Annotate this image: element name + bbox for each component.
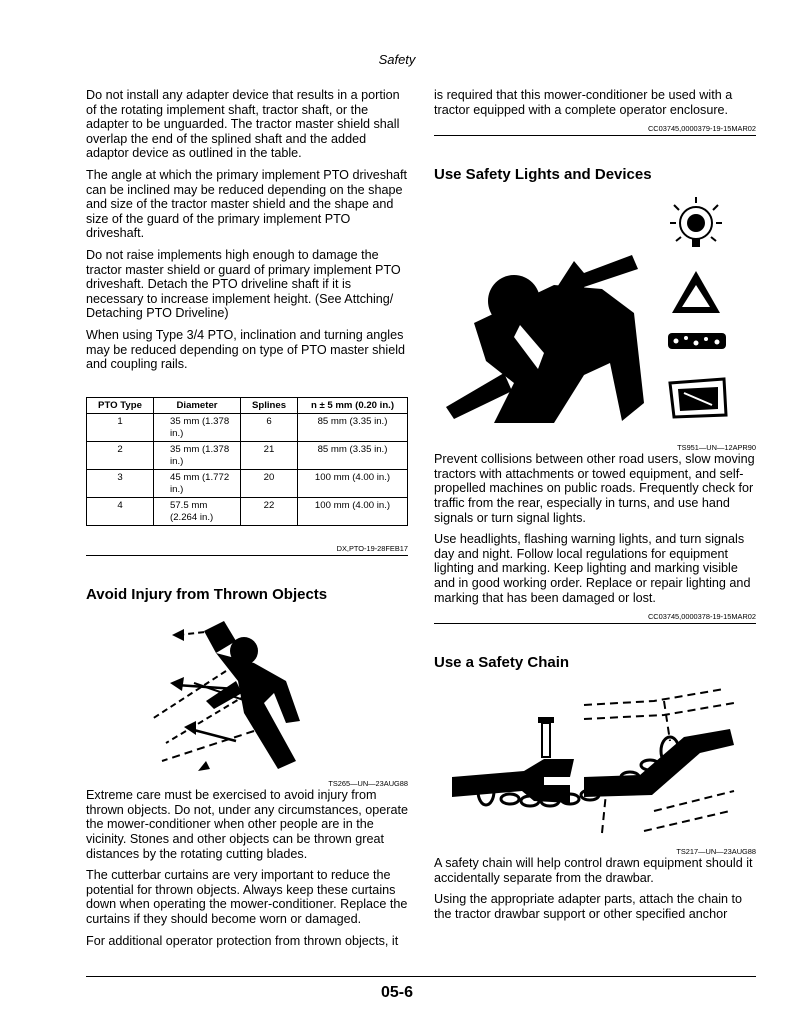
body-paragraph: For additional operator protection from thrown objects, it	[86, 933, 399, 948]
body-paragraph: Do not install any adapter device that results in a portion of the rotating implement shaft, tractor shaft, or the adapter to be unguarded. The tractor master shield shall overlap the end of the splined shaft and the added adaptor device as outlined in the table.	[86, 88, 400, 161]
table-cell: 35 mm (1.378 in.)	[154, 442, 241, 470]
figure-code: TS951—UN—12APR90	[677, 443, 756, 453]
body-paragraph: Extreme care must be exercised to avoid injury from thrown objects. Do not, under any circumstances, operate the mower-conditioner when other people are in the vicinity. Stones and other objects can be thrown great distances by the rotating cutting blades.	[86, 788, 409, 861]
table-cell: 57.5 mm (2.264 in.)	[154, 498, 241, 526]
table-cell: 2	[87, 442, 154, 470]
table-cell: 35 mm (1.378 in.)	[154, 414, 241, 442]
body-paragraph: A safety chain will help control drawn equipment should it accidentally separate from the drawbar.	[434, 856, 753, 885]
safety-chain-illustration	[434, 681, 756, 849]
body-paragraph: is required that this mower-conditioner be used with a tractor equipped with a complete operator enclosure.	[434, 88, 733, 117]
page-header-title: Safety	[378, 52, 416, 67]
table-row	[87, 470, 408, 498]
table-header-cell: n ± 5 mm (0.20 in.)	[298, 397, 408, 414]
table-cell: 4	[87, 498, 154, 526]
thrown-objects-illustration	[86, 611, 408, 781]
safety-lights-illustration	[434, 193, 756, 445]
section-heading: Use Safety Lights and Devices	[434, 166, 652, 184]
table-cell: 1	[87, 414, 154, 442]
table-row	[87, 414, 408, 442]
table-cell: 6	[241, 414, 298, 442]
section-heading: Avoid Injury from Thrown Objects	[86, 586, 328, 604]
table-row	[87, 442, 408, 470]
body-paragraph: The cutterbar curtains are very important to reduce the potential for thrown objects. Always keep these curtains down when operating the mower-conditioner. Replace the curtains if they should become worn or damaged.	[86, 868, 408, 926]
reference-code: DX,PTO-19-28FEB17	[336, 544, 408, 554]
right-column	[434, 88, 756, 929]
table-header-cell: Diameter	[154, 397, 241, 414]
left-column	[86, 88, 408, 955]
table-cell: 20	[241, 470, 298, 498]
figure-code: TS265—UN—23AUG88	[328, 779, 408, 789]
table-cell: 22	[241, 498, 298, 526]
footer-divider	[86, 976, 756, 977]
table-cell: 3	[87, 470, 154, 498]
body-paragraph: Use headlights, flashing warning lights, and turn signals day and night. Follow local regulations for equipment lighting and marking. Keep lighting and marking visible and in good working order. Replace or repair lighting and marking that has been damaged or lost.	[434, 532, 751, 605]
table-cell: 45 mm (1.772 in.)	[154, 470, 241, 498]
figure-code: TS217—UN—23AUG88	[676, 847, 756, 857]
table-cell: 85 mm (3.35 in.)	[298, 442, 408, 470]
pto-table	[86, 397, 408, 527]
table-cell: 100 mm (4.00 in.)	[298, 470, 408, 498]
body-paragraph: The angle at which the primary implement PTO driveshaft can be inclined may be reduced depending on the shape and size of the tractor master shield and the shape and size of the guard of the primary implement PTO driveshaft.	[86, 167, 408, 241]
table-cell: 85 mm (3.35 in.)	[298, 414, 408, 442]
section-heading: Use a Safety Chain	[434, 654, 570, 672]
reference-code: CC03745,0000378-19-15MAR02	[647, 612, 756, 622]
body-paragraph: When using Type 3/4 PTO, inclination and turning angles may be reduced depending on type of PTO master shield and coupling rails.	[86, 327, 406, 372]
page-number: 05-6	[380, 984, 414, 1001]
table-row	[87, 498, 408, 526]
body-paragraph: Using the appropriate adapter parts, attach the chain to the tractor drawbar support or other specified anchor	[434, 892, 743, 921]
table-cell: 21	[241, 442, 298, 470]
table-header-cell: Splines	[241, 397, 298, 414]
body-paragraph: Do not raise implements high enough to damage the tractor master shield or guard of primary implement PTO driveshaft. Detach the PTO driveline shaft if it is necessary to increase implement height. (See Attching/ Detaching PTO Driveline)	[86, 247, 401, 321]
table-cell: 100 mm (4.00 in.)	[298, 498, 408, 526]
body-paragraph: Prevent collisions between other road users, slow moving tractors with attachments or towed equipment, and self-propelled machines on public roads. Frequently check for traffic from the rear, especially in turns, and use hand signals or turn signal lights.	[434, 452, 755, 525]
table-header-row	[87, 397, 408, 414]
table-header-cell: PTO Type	[87, 397, 154, 414]
reference-code: CC03745,0000379-19-15MAR02	[647, 124, 756, 134]
